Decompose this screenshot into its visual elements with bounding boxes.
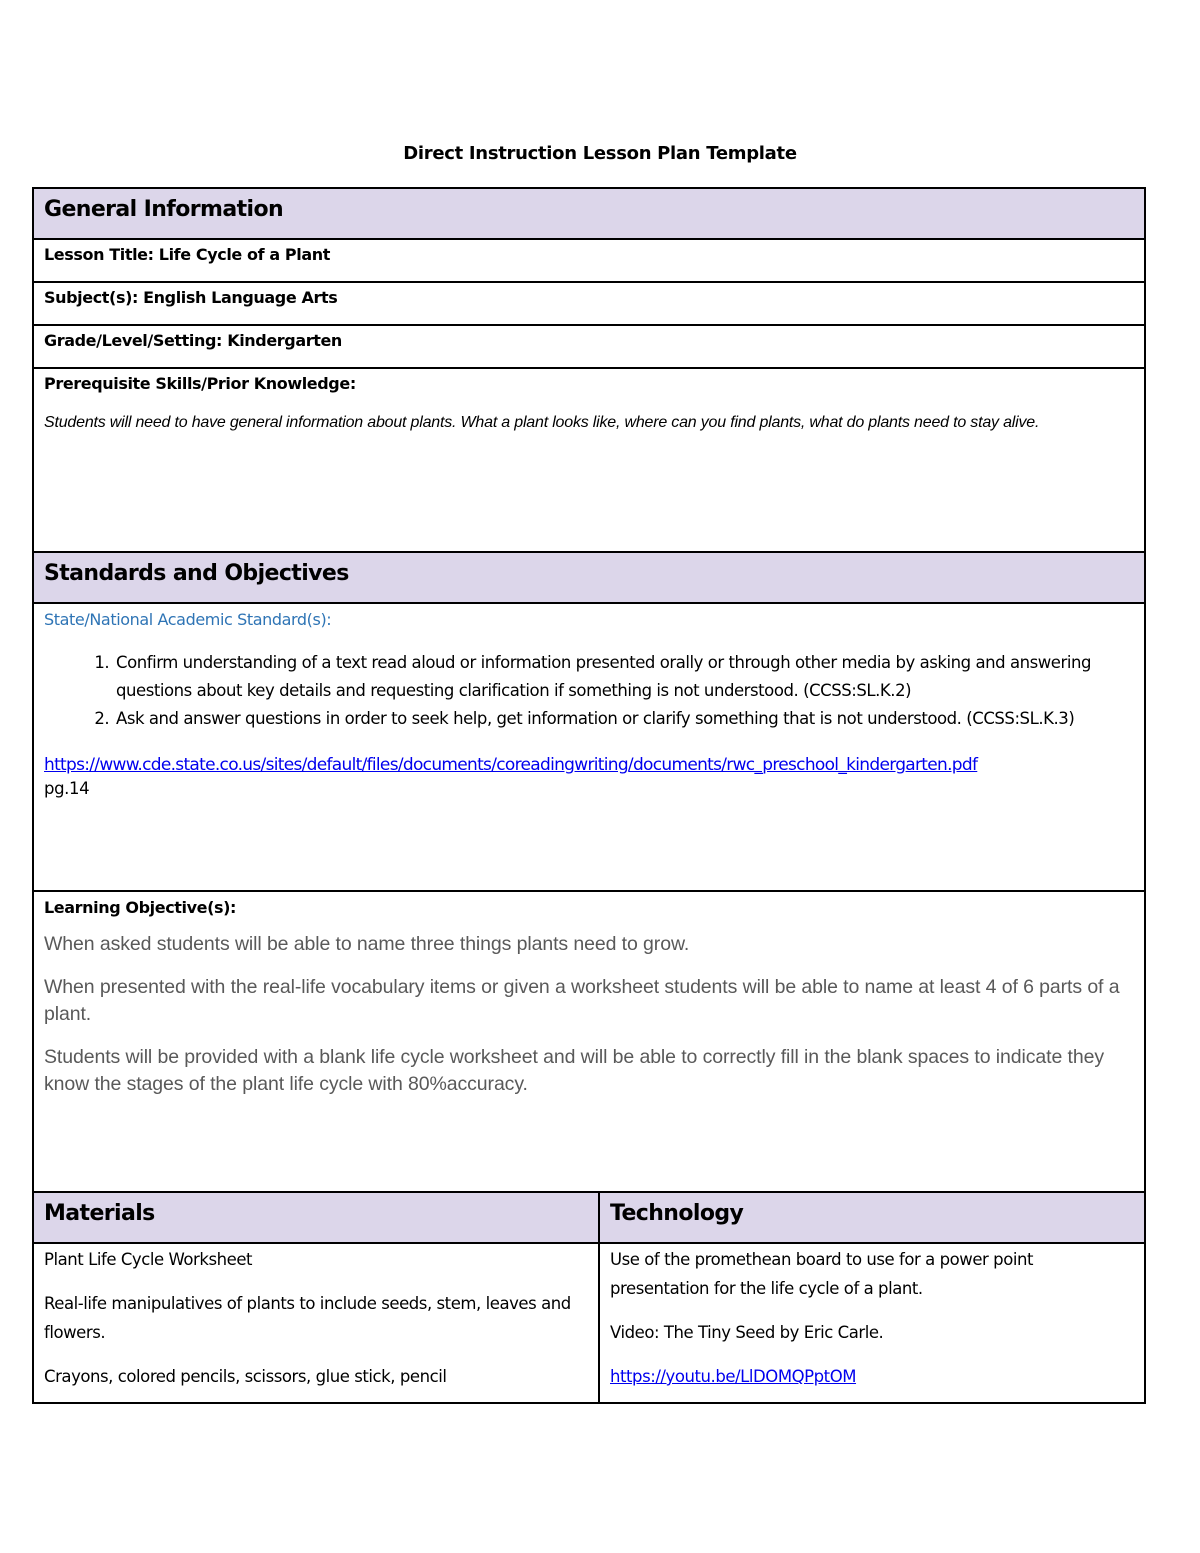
materials-cell — [33, 1243, 599, 1403]
lesson-plan-table — [32, 187, 1146, 1404]
technology-cell — [599, 1243, 1145, 1403]
video-link[interactable]: https://youtu.be/LlDOMQPptOM — [610, 1367, 857, 1386]
objectives-label: Learning Objective(s): — [44, 898, 237, 917]
standards-source-link[interactable]: https://www.cde.state.co.us/sites/default/files/documents/coreadingwriting/documents/rwc_preschool_kindergarten.pdf — [44, 755, 978, 775]
page-reference: pg.14 — [44, 779, 90, 798]
general-information-header — [33, 188, 1145, 239]
objective-item: When presented with the real-life vocabulary items or given a worksheet students will be able to name at least 4 of 6 parts of a plant. — [44, 976, 1120, 1025]
materials-item: Plant Life Cycle Worksheet — [44, 1250, 253, 1269]
prerequisite-text: Students will need to have general information about plants. What a plant looks like, where can you find plants, what do plants need to stay alive. — [44, 414, 1040, 431]
materials-header — [33, 1192, 599, 1243]
standards-label: State/National Academic Standard(s): — [44, 610, 332, 629]
subjects-row — [33, 282, 1145, 325]
grade-level-row — [33, 325, 1145, 368]
technology-item: Use of the promethean board to use for a power point presentation for the life cycle of a plant. — [610, 1250, 1034, 1298]
grade-level-setting: Grade/Level/Setting: Kindergarten — [44, 331, 342, 350]
technology-header — [599, 1192, 1145, 1243]
objective-item: When asked students will be able to name three things plants need to grow. — [44, 933, 690, 955]
standard-item: 2. Ask and answer questions in order to seek help, get information or clarify something that is not understood. (CCSS:SL.K.3) — [114, 705, 1134, 733]
technology-item: Video: The Tiny Seed by Eric Carle. — [610, 1323, 884, 1342]
materials-item: Real-life manipulatives of plants to include seeds, stem, leaves and flowers. — [44, 1294, 571, 1342]
video-link-line — [610, 1362, 1134, 1391]
standards-objectives-header — [33, 552, 1145, 603]
objective-item: Students will be provided with a blank life cycle worksheet and will be able to correctly fill in the blank spaces to indicate they know the stages of the plant life cycle with 80%accuracy. — [44, 1046, 1104, 1095]
document-title: Direct Instruction Lesson Plan Template — [403, 143, 797, 164]
lesson-title: Lesson Title: Life Cycle of a Plant — [44, 245, 330, 264]
standards-list — [44, 649, 1134, 733]
prerequisite-label: Prerequisite Skills/Prior Knowledge: — [44, 374, 356, 393]
standard-item: 1. Confirm understanding of a text read aloud or information presented orally or through other media by asking and answering questions about key details and requesting clarification if something is not understood. (CCSS:SL.K.2) — [114, 649, 1134, 705]
materials-item: Crayons, colored pencils, scissors, glue stick, pencil — [44, 1367, 447, 1386]
prerequisite-row — [33, 368, 1145, 552]
subjects: Subject(s): English Language Arts — [44, 288, 338, 307]
objectives-row — [33, 891, 1145, 1192]
standards-objectives-heading: Standards and Objectives — [44, 561, 349, 586]
general-information-heading: General Information — [44, 197, 284, 222]
materials-heading: Materials — [44, 1201, 155, 1226]
technology-heading: Technology — [610, 1201, 744, 1226]
lesson-title-row — [33, 239, 1145, 282]
standards-row — [33, 603, 1145, 891]
